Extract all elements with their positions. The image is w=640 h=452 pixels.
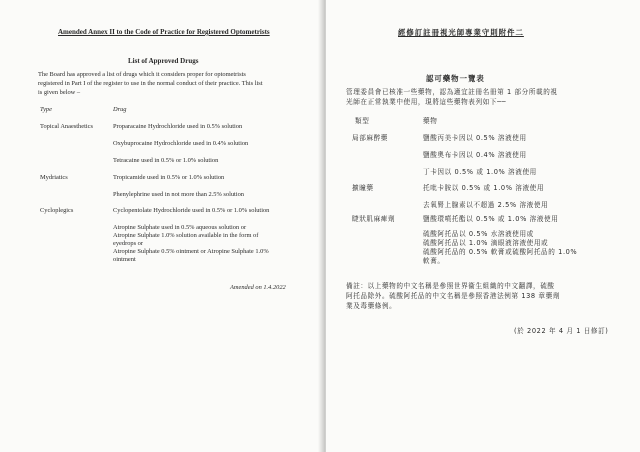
drug-type-zh: 局部麻醉藥 [352,134,388,142]
list-title-en: List of Approved Drugs [128,57,199,65]
drug-type-en: Cycloplegics [40,207,74,214]
intro-line-zh: 光師在正常執業中使用，現將這些藥物表列如下── [346,98,507,106]
drug-entry-en: Phenylephrine used in not more than 2.5% solution [113,191,244,198]
amended-date-en: Amended on 1.4.2022 [230,284,286,291]
drug-entry-zh: 去氧腎上腺素以不超過 2.5% 溶液使用 [423,201,549,209]
note-line-zh: 業及毒藥條例。 [346,302,397,310]
drug-entry-zh: 鹽酸丙美卡因以 0.5% 溶液使用 [423,134,527,142]
drug-entry-en: Tropicamide used in 0.5% or 1.0% solution [113,174,225,181]
amended-date-zh: (於 2022 年 4 月 1 日修訂) [514,327,609,335]
atropine-line-en: eyedrops or [113,240,143,247]
drug-entry-zh: 托吡卡胺以 0.5% 或 1.0% 溶液使用 [423,184,545,192]
intro-line-zh: 管理委員會已核准一些藥物，認為適宜註冊名冊第 1 部分所載的視 [346,88,558,96]
drug-entry-zh: 鹽酸環噴托酯以 0.5% 或 1.0% 溶液使用 [423,215,559,223]
drug-entry-zh: 丁卡因以 0.5% 或 1.0% 溶液使用 [423,168,537,176]
list-title-zh: 認可藥物一覽表 [426,74,485,83]
drug-entry-en: Cyclopentolate Hydrochloride used in 0.5% or 1.0% solution [113,207,270,214]
atropine-line-zh: 硫酸阿托品的 0.5% 軟膏或硫酸阿托品的 1.0% [423,248,578,256]
atropine-line-zh: 軟膏。 [423,257,445,265]
atropine-line-en: Atropine Sulphate 0.5% ointment or Atropine Sulphate 1.0% [113,248,269,255]
drug-entry-en: Oxybuprocaine Hydrochloride used in 0.4% solution [113,140,249,147]
intro-line-en: is given below – [38,89,81,96]
note-line-zh: 阿托品除外。硫酸阿托品的中文名稱是參照香港法例第 138 章藥劑 [346,292,561,300]
intro-line-en: registered in Part I of the register to use in the normal conduct of their practice. This list [38,80,263,87]
note-line-zh: 備註：以上藥物的中文名稱是參照世界衞生組織的中文翻譯，硫酸 [346,282,555,290]
chinese-page [326,0,640,452]
column-header-drug-zh: 藥物 [423,117,438,125]
atropine-line-zh: 硫酸阿托品以 0.5% 水溶液使用或 [423,230,534,238]
atropine-line-en: ointment [113,256,136,263]
drug-type-zh: 睫狀肌麻痺劑 [352,215,396,223]
drug-entry-en: Proparacaine Hydrochloride used in 0.5% solution [113,123,243,130]
atropine-line-zh: 硫酸阿托品以 1.0% 滴眼液溶液使用或 [423,239,549,247]
column-header-drug-en: Drug [113,106,127,113]
intro-line-en: The Board has approved a list of drugs which it considers proper for optometrists [38,71,246,78]
drug-type-zh: 擴瞳藥 [352,184,374,192]
column-header-type-zh: 類型 [355,117,370,125]
drug-entry-zh: 鹽酸奧布卡因以 0.4% 溶液使用 [423,151,527,159]
drug-type-en: Topical Anaesthetics [40,123,93,130]
column-header-type-en: Type [40,106,52,113]
annex-title-en: Amended Annex II to the Code of Practice for Registered Optometrists [58,28,270,36]
atropine-line-en: Atropine Sulphate 1.0% solution available in the form of [113,232,259,239]
drug-entry-en: Tetracaine used in 0.5% or 1.0% solution [113,157,219,164]
atropine-line-en: Atropine Sulphate used in 0.5% aqueous solution or [113,224,247,231]
drug-type-en: Mydriatics [40,174,68,181]
annex-title-zh: 經修訂註冊視光師專業守則附件二 [398,28,524,37]
